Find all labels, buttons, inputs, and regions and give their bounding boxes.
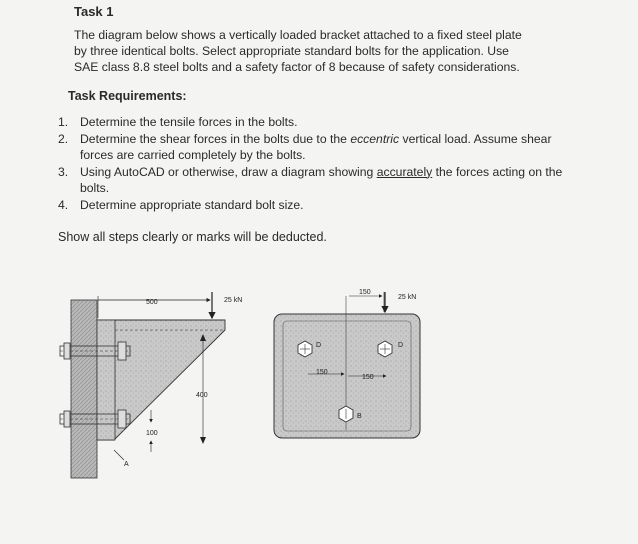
requirement-text: Determine the tensile forces in the bolts. (80, 115, 298, 129)
dim-100-label: 100 (146, 430, 158, 437)
bracket (97, 320, 225, 440)
emphasis-eccentric: eccentric (350, 131, 400, 146)
side-view (60, 292, 242, 478)
task-title: Task 1 (74, 4, 114, 19)
point-a-label: A (124, 461, 129, 468)
front-view (274, 289, 420, 438)
bolt-b-label: B (357, 413, 362, 420)
bracket-flange (97, 320, 115, 440)
dim-150-top-label: 150 (359, 289, 371, 296)
intro-line: The diagram below shows a vertically loaded bracket attached to a fixed steel plate (74, 28, 522, 42)
requirement-text: Determine appropriate standard bolt size. (80, 197, 304, 212)
requirement-number: 2. (58, 131, 69, 146)
bolt-d-left-label: D (316, 342, 322, 349)
load-label-side: 25 kN (224, 297, 243, 304)
dim-500-label: 500 (146, 299, 158, 306)
requirement-number: 1. (58, 115, 69, 129)
closing-note: Show all steps clearly or marks will be deducted. (58, 230, 327, 244)
load-label-front: 25 kN (398, 294, 417, 301)
requirements-heading: Task Requirements: (68, 89, 187, 103)
fixed-plate (71, 300, 97, 478)
intro-line: by three identical bolts. Select appropriate standard bolts for the application. Use (74, 44, 509, 58)
emphasis-accurately: accurately (376, 164, 433, 179)
requirement-text: Using AutoCAD or otherwise, draw a diagram showing accurately the forces acting on the bolts. (80, 164, 563, 195)
requirement-number: 3. (58, 164, 69, 179)
requirement-text: Determine the shear forces in the bolts due to the eccentric vertical load. Assume shear forces are carried completely by the bolts. (80, 131, 552, 162)
requirement-number: 4. (58, 197, 69, 212)
dim-400-label: 400 (196, 392, 208, 399)
dim-150-left-label: 150 (316, 369, 328, 376)
bolt-d-right-label: D (398, 342, 404, 349)
dim-150-right-label: 150 (362, 374, 374, 381)
intro-line: SAE class 8.8 steel bolts and a safety factor of 8 because of safety considerations. (74, 60, 520, 74)
